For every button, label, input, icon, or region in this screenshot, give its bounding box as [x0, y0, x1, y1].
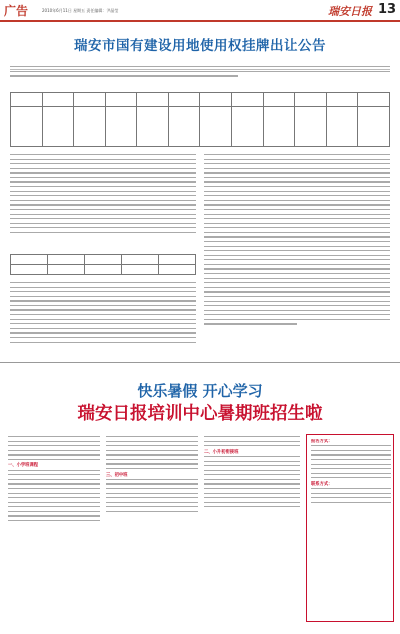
page-header	[0, 0, 400, 22]
issue-meta: 2010年6月11日 星期五 责任编辑：尹晶莹	[42, 8, 119, 13]
ad-column-2	[106, 434, 198, 624]
ad-contact-text	[311, 439, 391, 617]
ad-subhead: 二、小升初衔接班	[204, 449, 239, 455]
announcement-left-column-lower	[10, 282, 196, 356]
ad-subhead: 报名方式：	[311, 439, 333, 444]
ad-subhead: 联系方式：	[311, 481, 333, 487]
ad-subhead: 三、初中班	[106, 472, 128, 478]
masthead-logo: 瑞安日报	[328, 5, 372, 18]
table-row	[11, 93, 390, 107]
ad-column-1	[8, 434, 100, 624]
ad-headline: 瑞安日报培训中心暑期班招生啦	[77, 404, 323, 424]
parcel-table	[10, 92, 390, 147]
ad-column-3	[204, 434, 300, 624]
announcement-title: 瑞安市国有建设用地使用权挂牌出让公告	[74, 38, 326, 54]
page-number: 13	[378, 2, 397, 17]
table-row	[11, 265, 196, 275]
table-row	[11, 107, 390, 147]
table-row	[11, 255, 196, 265]
ad-slogan: 快乐暑假 开心学习	[137, 382, 263, 400]
training-center-ad	[4, 368, 396, 630]
land-announcement	[4, 26, 396, 360]
announcement-right-column	[204, 154, 390, 354]
section-label: 广告	[4, 4, 29, 18]
ad-subhead: 一、小学班课程	[8, 463, 39, 469]
section-divider	[0, 362, 400, 363]
price-table	[10, 254, 196, 275]
ad-contact-box	[306, 434, 394, 622]
intro-lines	[10, 66, 390, 77]
